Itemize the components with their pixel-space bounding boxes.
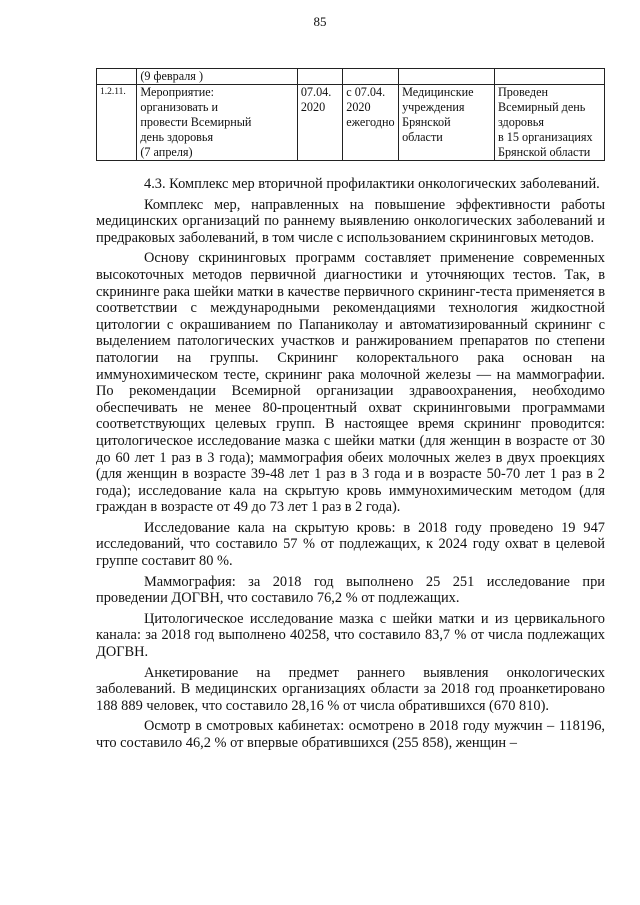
table-row <box>97 69 605 85</box>
executor-cell <box>399 69 495 85</box>
date-cell <box>297 69 342 85</box>
event-cell: (9 февраля ) <box>137 69 297 85</box>
result-cell <box>494 69 604 85</box>
paragraph: Основу скрининговых программ составляет применение современных высокоточных методов первичной диагностики и уточняющих тестов. Так, в скрининге рака шейки матки в качестве первичного скрининг-теста применяется в соответствии с международными рекомендациями технология жидкостной цитологии с окрашиванием по Папаниколау и автоматизированный скрининг с выделением патологических участков и ранжированием препаратов по степени патологии на группы. Скрининг колоректального рака основан на иммунохимическом тесте, скрининг рака молочной железы — на маммографии. По рекомендации Всемирной организации здравоохранения, необходимо обеспечивать не менее 80-процентный охват скрининговыми программами соответствующих целевых групп. В настоящее время скрининг проводится: цитологическое исследование мазка с шейки матки (для женщин в возрасте от 30 до 60 лет 1 раз в 3 года); маммография обеих молочных желез в двух проекциях (для женщин в возрасте 39-48 лет 1 раз в 3 года и в возрасте 50-70 лет 1 раз в 2 года); исследование кала на скрытую кровь иммунохимическим методом (для граждан в возрасте от 49 до 73 лет 1 раз в 2 года). <box>96 250 605 516</box>
row-number-cell: 1.2.11. <box>97 85 137 161</box>
event-cell: Мероприятие: организовать и провести Всемирный день здоровья (7 апреля) <box>137 85 297 161</box>
term-cell <box>343 69 399 85</box>
section-heading: 4.3. Комплекс мер вторичной профилактики онкологических заболеваний. <box>144 176 600 192</box>
table-row <box>97 85 605 161</box>
paragraph: Исследование кала на скрытую кровь: в 2018 году проведено 19 947 исследований, что составило 57 % от подлежащих, к 2024 году охват в целевой группе составит 80 %. <box>96 519 605 570</box>
paragraph: Цитологическое исследование мазка с шейки матки и из цервикального канала: за 2018 год выполнено 40258, что составило 83,7 % от числа подлежащих ДОГВН. <box>96 610 605 661</box>
paragraph: Осмотр в смотровых кабинетах: осмотрено в 2018 году мужчин – 118196, что составило 46,2 % от впервые обратившихся (255 858), женщин – <box>96 718 605 751</box>
measures-table <box>96 68 605 161</box>
term-cell: с 07.04. 2020 ежегодно <box>343 85 399 161</box>
result-cell: Проведен Всемирный день здоровья в 15 организациях Брянской области <box>494 85 604 161</box>
date-cell: 07.04. 2020 <box>297 85 342 161</box>
paragraph: Анкетирование на предмет раннего выявления онкологических заболеваний. В медицинских организациях области за 2018 год проанкетировано 188 889 человек, что составило 28,16 % от числа обратившихся (670 810). <box>96 664 605 714</box>
paragraph: Маммография: за 2018 год выполнено 25 251 исследование при проведении ДОГВН, что составило 76,2 % от подлежащих. <box>96 573 605 607</box>
page-number: 85 <box>313 14 327 29</box>
paragraph: Комплекс мер, направленных на повышение эффективности работы медицинских организаций по раннему выявлению онкологических заболеваний и предраковых заболеваний, в том числе с использованием скрининговых методов. <box>96 196 605 246</box>
row-number-cell <box>97 69 137 85</box>
document-body <box>96 176 605 756</box>
executor-cell: Медицинские учреждения Брянской области <box>399 85 495 161</box>
